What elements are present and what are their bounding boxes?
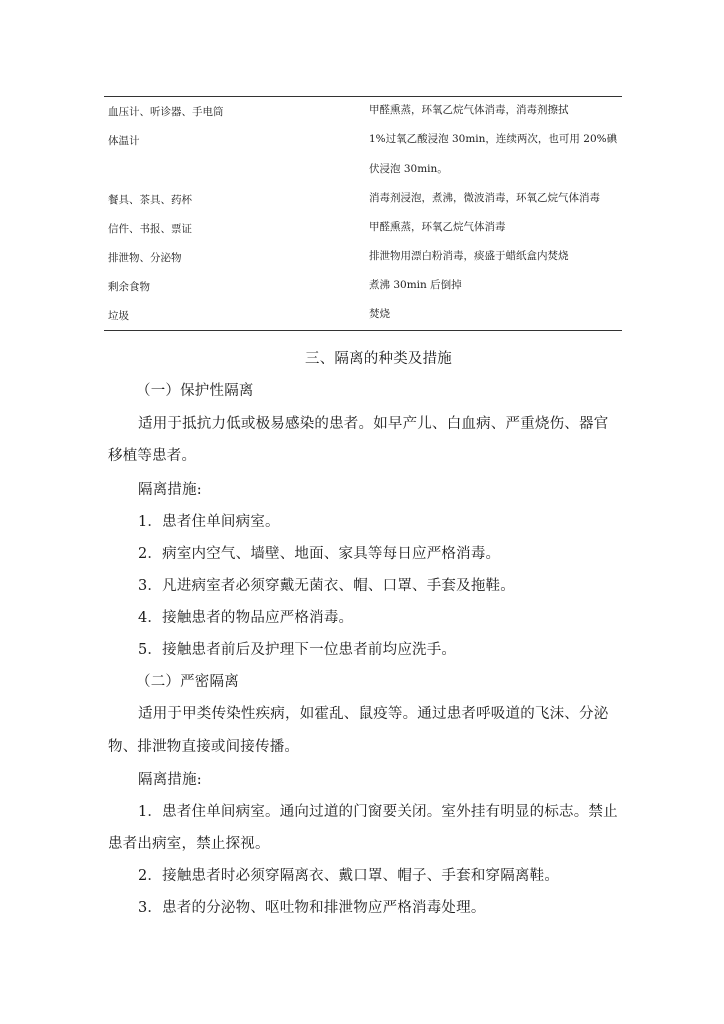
table-row xyxy=(104,97,622,126)
table-cell-method: 甲醛熏蒸，环氧乙烷气体消毒 xyxy=(369,221,506,233)
strict-item-1-line1: 1．患者住单间病室。通向过道的门窗要关闭。室外挂有明显的标志。禁止 xyxy=(138,804,618,820)
table-cell-method: 排泄物用漂白粉消毒，痰盛于蜡纸盒内焚烧 xyxy=(369,250,569,262)
strict-item-1-line2: 患者出病室，禁止探视。 xyxy=(108,836,270,852)
table-cell-method: 1%过氧乙酸浸泡 30min，连续两次，也可用 20%碘伏浸泡 30min。 xyxy=(369,133,618,175)
strict-item-2: 2．接触患者时必须穿隔离衣、戴口罩、帽子、手套和穿隔离鞋。 xyxy=(138,868,560,884)
strict-intro-line2: 物、排泄物直接或间接传播。 xyxy=(108,739,300,755)
table-cell-item: 剩余食物 xyxy=(108,281,150,293)
table-cell-method: 焚烧 xyxy=(369,308,390,320)
table-cell-method: 煮沸 30min 后倒掉 xyxy=(369,279,462,291)
protective-heading: （一）保护性隔离 xyxy=(136,383,254,399)
table-cell-item: 信件、书报、票证 xyxy=(108,223,192,235)
table-cell-method: 甲醛熏蒸，环氧乙烷气体消毒，消毒剂擦拭 xyxy=(369,104,569,116)
protective-item-2: 2．病室内空气、墙壁、地面、家具等每日应严格消毒。 xyxy=(138,546,501,562)
protective-item-4: 4．接触患者的物品应严格消毒。 xyxy=(138,610,354,626)
table-row xyxy=(104,272,622,301)
table-cell-item: 餐具、茶具、药杯 xyxy=(108,194,192,206)
table-cell-item: 排泄物、分泌物 xyxy=(108,252,182,264)
table-row xyxy=(104,185,622,214)
strict-item-3: 3．患者的分泌物、呕吐物和排泄物应严格消毒处理。 xyxy=(138,900,486,916)
protective-item-3: 3．凡进病室者必须穿戴无菌衣、帽、口罩、手套及拖鞋。 xyxy=(138,578,515,594)
protective-intro-line1: 适用于抵抗力低或极易感染的患者。如早产儿、白血病、严重烧伤、器官 xyxy=(138,416,609,432)
section-title: 三、隔离的种类及措施 xyxy=(305,351,452,367)
strict-intro-line1: 适用于甲类传染性疾病，如霍乱、鼠疫等。通过患者呼吸道的飞沫、分泌 xyxy=(138,706,609,722)
protective-intro-line2: 移植等患者。 xyxy=(108,448,197,464)
protective-item-5: 5．接触患者前后及护理下一位患者前均应洗手。 xyxy=(138,642,457,658)
table-row xyxy=(104,301,622,330)
strict-measures-label: 隔离措施: xyxy=(138,772,202,788)
protective-measures-label: 隔离措施: xyxy=(138,482,202,498)
table-cell-item: 垃圾 xyxy=(108,310,129,322)
table-cell-item: 血压计、听诊器、手电筒 xyxy=(108,106,224,118)
table-row xyxy=(104,214,622,243)
table-cell-item: 体温计 xyxy=(108,135,140,147)
table-cell-method: 消毒剂浸泡，煮沸，微波消毒，环氧乙烷气体消毒 xyxy=(369,192,600,204)
table-row xyxy=(104,243,622,272)
disinfection-table xyxy=(104,96,622,331)
strict-heading: （二）严密隔离 xyxy=(136,674,239,690)
table-row xyxy=(104,126,622,185)
protective-item-1: 1．患者住单间病室。 xyxy=(138,514,280,530)
